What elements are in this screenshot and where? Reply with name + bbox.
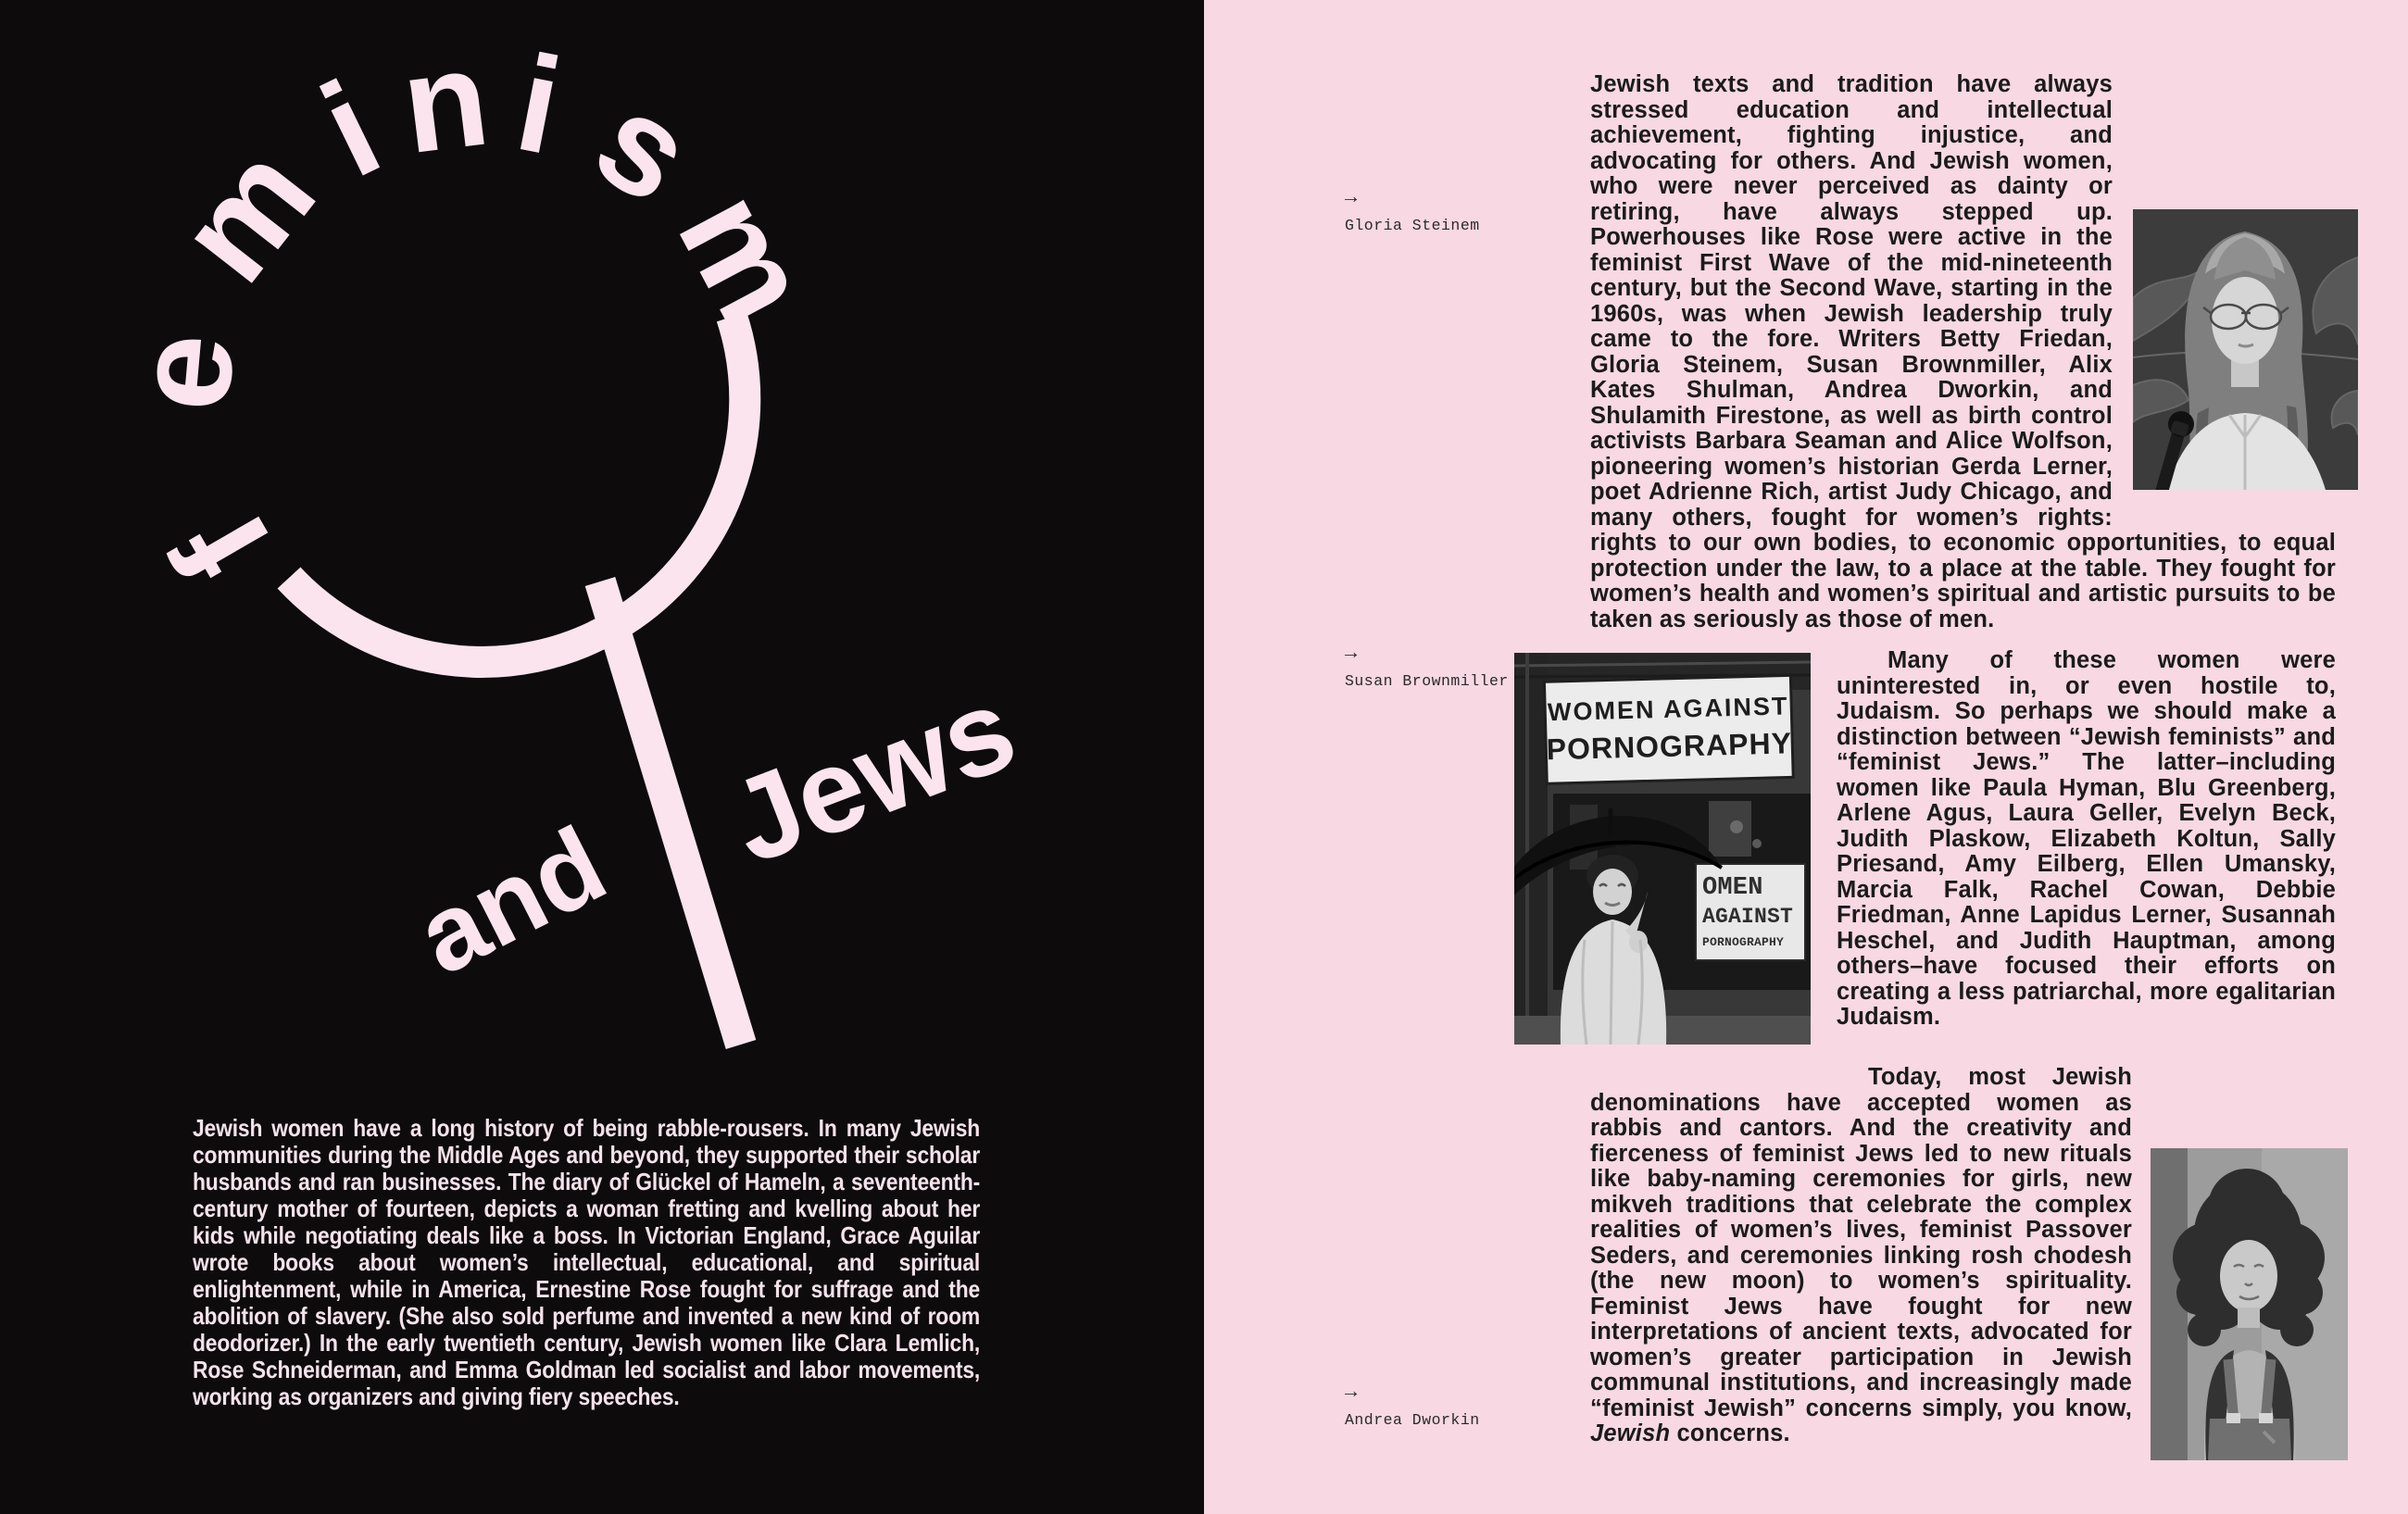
stencil-line-3: PORNOGRAPHY <box>1702 935 1785 949</box>
paragraph-text-start: Today, most Jewish denominations have accepted women as rabbis and cantors. And the creativity and fierceness of feminist Jews led to new rituals like baby-naming ceremonies for girls, new mikveh traditions that celebrate the complex realities of women’s lives, feminist Passover Seders, and ceremonies linking rosh chodesh (the new moon) to women’s spirituality. Feminist Jews have fought for new interpretations of ancient texts, advocated for women’s greater participation in Jewish communal institutions, and increasingly made “feminist Jewish” concerns simply, you know, <box>1590 1064 2132 1421</box>
sign-line-1: WOMEN AGAINST <box>1547 692 1789 727</box>
neck <box>2238 1308 2260 1328</box>
right-arrow-icon: → <box>1345 642 1358 665</box>
jews-word: Jews <box>713 661 1033 890</box>
body-paragraph-2 <box>1546 647 2336 1057</box>
right-arrow-icon: → <box>1345 186 1358 209</box>
circle-letter: i <box>505 26 572 184</box>
paragraph-text: Jewish texts and tradition have always stressed education and intellectual achievement, fighting injustice, and advocating for others. And Jewish women, who were never perceived as dainty or retiring, have always stepped up. Powerhouses like Rose were active in the feminist First Wave of the mid-nineteenth century, but the Second Wave, starting in the 1960s, was when Jewish leadership truly came to the fore. Writers Betty Friedan, Gloria Steinem, Susan Brownmiller, Alix Kates Shulman, Andrea Dworkin, and Shulamith Firestone, as well as birth control activists Barbara Seaman and Alice Wolfson, pioneering women’s historian Gerda Lerner, poet Adrienne Rich, artist Judy Chicago, and many others, fought for women’s rights: rights to our own bodies, to economic opportunities, to equal protection under the law, to a place at the table. They fought for women’s health and women’s spiritual and artistic pursuits to be taken as seriously as those of men. <box>1590 71 2336 632</box>
gloria-steinem-illustration <box>2133 209 2358 490</box>
circle-letter: m <box>148 119 345 309</box>
caption-label: Andrea Dworkin <box>1345 1411 1480 1429</box>
circle-letter: m <box>648 168 842 348</box>
caption-label: Gloria Steinem <box>1345 217 1480 234</box>
body-paragraph-3 <box>1590 1065 2336 1460</box>
caption-label: Susan Brownmiller <box>1345 672 1509 690</box>
body-paragraph-1 <box>1590 72 2336 632</box>
sign-line-2: PORNOGRAPHY <box>1546 726 1793 767</box>
circle-letter: e <box>104 327 264 417</box>
circle-letter: i <box>300 52 402 206</box>
and-word: and <box>398 803 624 998</box>
andrea-dworkin-illustration <box>2151 1148 2348 1460</box>
face <box>2220 1240 2277 1312</box>
paragraph-text-end: concerns. <box>1670 1420 1790 1446</box>
circle-letter: s <box>571 63 718 233</box>
paragraph-text: Many of these women were uninterested in, or even hostile to, Judaism. So perhaps we should make a distinction between “Jewish feminists” and “feminist Jews.” The latter–including women like Paula Hyman, Blu Greenberg, Arlene Agus, Laura Geller, Evelyn Beck, Judith Plaskow, Elizabeth Koltun, Sally Priesand, Amy Eilberg, Ellen Umansky, Marcia Falk, Rachel Cowan, Debbie Friedman, Anne Lapidus Lerner, Susannah Heschel, and Judith Hauptman, among others–have focused their efforts on creating a less patriarchal, more egalitarian Judaism. <box>1837 647 2336 1030</box>
right-arrow-icon: → <box>1345 1381 1358 1404</box>
caption-gloria-steinem <box>1345 188 1576 234</box>
circle-letter: f <box>144 489 301 606</box>
andrea-dworkin-photo <box>2151 1148 2348 1460</box>
circle-letter: n <box>394 20 496 183</box>
left-intro-paragraph: Jewish women have a long history of being rabble-rousers. In many Jewish communities during the Middle Ages and beyond, they supported their scholar husbands and ran businesses. The diary of Glückel of Hameln, a seventeenth-century mother of fourteen, depicts a woman fretting and kvelling about her kids while negotiating deals like a boss. In Victorian England, Grace Aguilar wrote books about women’s intellectual, educational, and spiritual enlightenment, while in America, Ernestine Rose fought for suffrage and the abolition of slavery. (She also sold perfume and invented a new kind of room deodorizer.) In the early twentieth century, Jewish women like Clara Lemlich, Rose Schneiderman, and Emma Goldman led socialist and labor movements, working as organizers and giving fiery speeches. <box>193 1114 981 1410</box>
right-page <box>1204 0 2408 1514</box>
susan-brownmiller-photo <box>1514 653 1811 1045</box>
susan-brownmiller-illustration <box>1514 653 1811 1045</box>
caption-andrea-dworkin <box>1345 1383 1576 1429</box>
venus-stem <box>600 582 741 1045</box>
stencil-line-1: OMEN <box>1702 874 1763 902</box>
stencil-line-2: AGAINST <box>1702 905 1794 929</box>
women-against-pornography-sign <box>1544 675 1793 783</box>
venus-circle-arc <box>289 317 745 662</box>
italic-jewish-word: Jewish <box>1590 1420 1671 1446</box>
gloria-steinem-photo <box>2133 209 2358 490</box>
stencil-sign <box>1696 864 1805 960</box>
